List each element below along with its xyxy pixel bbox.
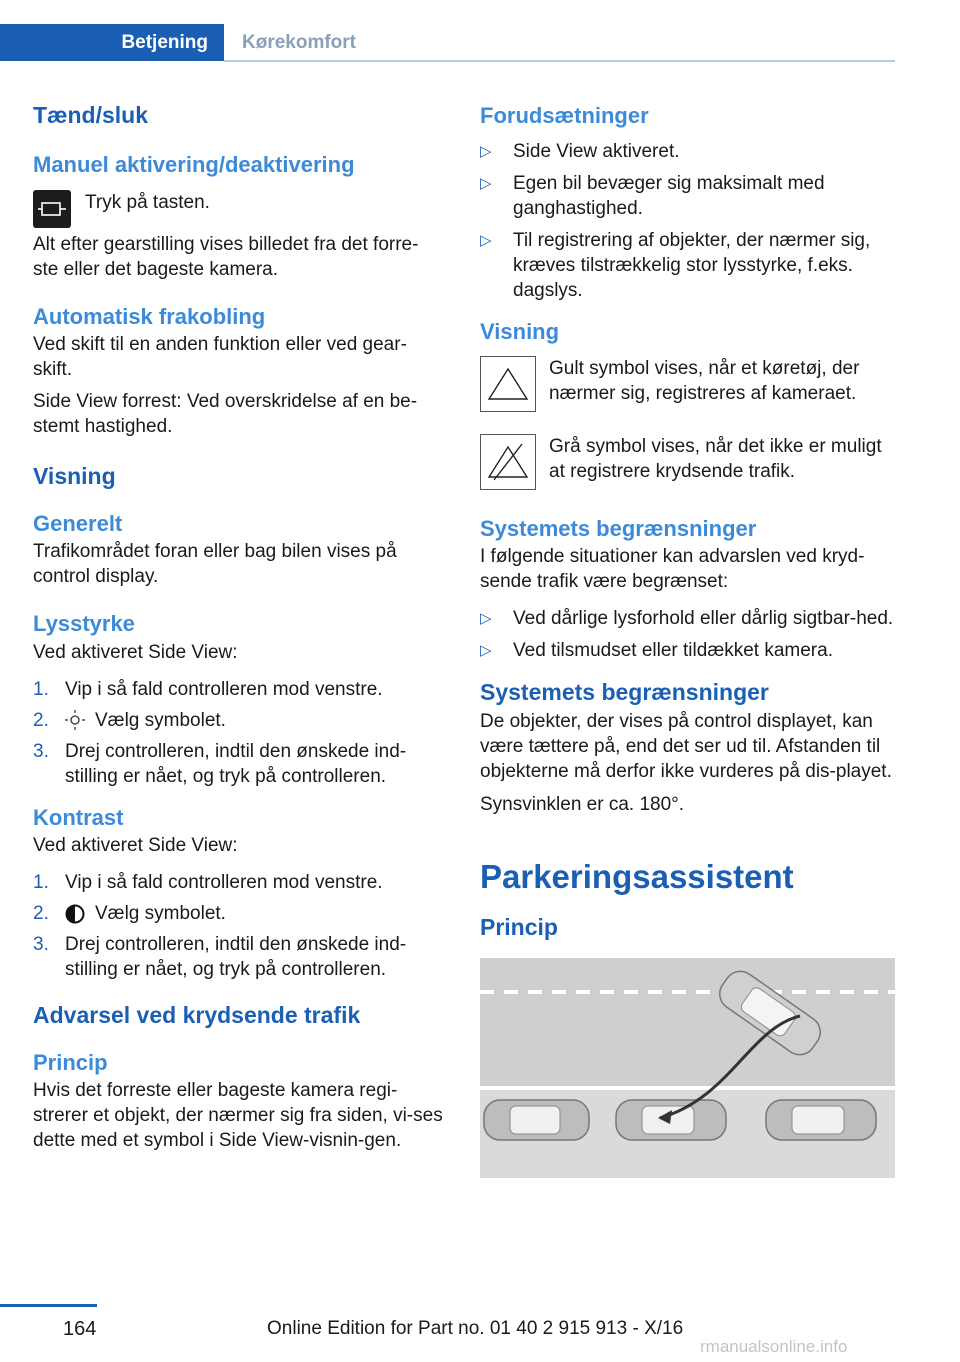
- page-number: 164: [63, 1318, 97, 1340]
- triangle-bullet-icon: ▷: [480, 143, 492, 161]
- forudsaetninger-list: [480, 139, 895, 303]
- tab-betjening[interactable]: Betjening: [0, 24, 224, 61]
- list-item: ▷ Side View aktiveret.: [480, 141, 680, 163]
- list-item: ▷ Ved dårlige lysforhold eller dårlig sigtbar-hed.: [480, 608, 894, 630]
- ved-aktiveret-text-1: Ved aktiveret Side View:: [33, 641, 238, 663]
- grey-symbol-row: [480, 434, 895, 490]
- heading-begraensninger-2: Systemets begrænsninger: [480, 679, 769, 706]
- lysstyrke-steps: [33, 677, 443, 789]
- ved-aktiveret-text-2: Ved aktiveret Side View:: [33, 835, 238, 857]
- i-folgende-text: I følgende situationer kan advarslen ved kryd-sende trafik være begrænset:: [480, 546, 865, 593]
- heading-manuel-aktivering: Manuel aktivering/deaktivering: [33, 151, 355, 177]
- warning-triangle-crossed-icon: [480, 434, 536, 490]
- page-number-line: [0, 1304, 97, 1307]
- parked-car-left: [484, 1100, 589, 1140]
- heading-visning: Visning: [33, 463, 116, 490]
- heading-princip-right: Princip: [480, 914, 558, 941]
- heading-advarsel: Advarsel ved krydsende trafik: [33, 1002, 361, 1029]
- right-column: [480, 100, 895, 1178]
- heading-taend-sluk: Tænd/sluk: [33, 102, 149, 128]
- triangle-bullet-icon: ▷: [480, 232, 492, 250]
- parking-illustration: [480, 958, 895, 1178]
- side-view-forrest-text: Side View forrest: Ved overskridelse af en be-stemt hastighed.: [33, 391, 418, 438]
- triangle-bullet-icon: ▷: [480, 610, 492, 628]
- synsvinklen-text: Synsvinklen er ca. 180°.: [480, 793, 685, 815]
- list-item: 1. Vip i så fald controlleren mod venstre.: [33, 872, 383, 894]
- watermark: rmanualsonline.info: [700, 1337, 848, 1356]
- list-item: 3. Drej controlleren, indtil den ønskede ind-stilling er nået, og tryk på controlleren.: [33, 934, 407, 981]
- warning-triangle-icon: [480, 356, 536, 412]
- tab-korekomfort[interactable]: Kørekomfort: [242, 31, 357, 53]
- brightness-icon: [65, 708, 95, 733]
- graa-text: Grå symbol vises, når det ikke er muligt at registrere krydsende trafik.: [549, 435, 882, 482]
- triangle-bullet-icon: ▷: [480, 642, 492, 660]
- gult-text: Gult symbol vises, når et køretøj, der nærmer sig, registreres af kameraet.: [549, 357, 860, 404]
- heading-automatisk-frakobling: Automatisk frakobling: [33, 303, 266, 329]
- heading-lysstyrke: Lysstyrke: [33, 611, 135, 637]
- alt-efter-text: Alt efter gearstilling vises billedet fra det forre-ste eller det bageste kamera.: [33, 233, 419, 280]
- de-objekter-text: De objekter, der vises på control displayet, kan være tættere på, end det ser ud til. Afstanden til objekterne må derfor ikke vurderes på dis-playet.: [480, 710, 892, 782]
- list-item: 3. Drej controlleren, indtil den ønskede ind-stilling er nået, og tryk på controlleren.: [33, 740, 407, 787]
- left-column: [33, 100, 443, 1153]
- list-item: ▷ Ved tilsmudset eller tildækket kamera.: [480, 640, 833, 662]
- side-view-button-icon: [33, 190, 71, 228]
- trafik-text: Trafikområdet foran eller bag bilen vises på control display.: [33, 541, 397, 588]
- yellow-symbol-row: [480, 356, 895, 412]
- hvis-text: Hvis det forreste eller bageste kamera regi-strerer et objekt, der nærmer sig fra siden, vi-ses dette med et symbol i Side View-visnin-gen.: [33, 1080, 443, 1152]
- heading-visning-right: Visning: [480, 319, 560, 345]
- heading-princip-left: Princip: [33, 1049, 108, 1075]
- kontrast-steps: [33, 870, 443, 982]
- heading-generelt: Generelt: [33, 510, 123, 536]
- parked-car-middle: [616, 1100, 726, 1140]
- list-item: ▷ Egen bil bevæger sig maksimalt med ganghastighed.: [480, 173, 825, 220]
- heading-parkeringsassistent: Parkeringsassistent: [480, 857, 794, 895]
- begraensninger-list: [480, 606, 895, 663]
- header: [0, 0, 895, 62]
- ved-skift-text: Ved skift til en anden funktion eller ved gear-skift.: [33, 334, 407, 381]
- edition-footer: Online Edition for Part no. 01 40 2 915 913 - X/16: [267, 1318, 684, 1339]
- list-item: 2. Vælg symbolet.: [33, 903, 226, 925]
- list-item: 1. Vip i så fald controlleren mod venstre.: [33, 678, 383, 700]
- triangle-bullet-icon: ▷: [480, 175, 492, 193]
- contrast-icon: [65, 901, 95, 926]
- button-instruction: [33, 190, 443, 228]
- heading-begraensninger-1: Systemets begrænsninger: [480, 515, 757, 541]
- heading-forudsaetninger: Forudsætninger: [480, 103, 649, 128]
- parked-car-right: [766, 1100, 876, 1140]
- heading-kontrast: Kontrast: [33, 804, 124, 830]
- list-item: 2. Vælg symbolet.: [33, 709, 226, 731]
- tryk-text: Tryk på tasten.: [85, 191, 210, 213]
- list-item: ▷ Til registrering af objekter, der nærmer sig, kræves tilstrækkelig stor lysstyrke, f.eks. dagslys.: [480, 230, 871, 302]
- header-divider: [224, 60, 895, 62]
